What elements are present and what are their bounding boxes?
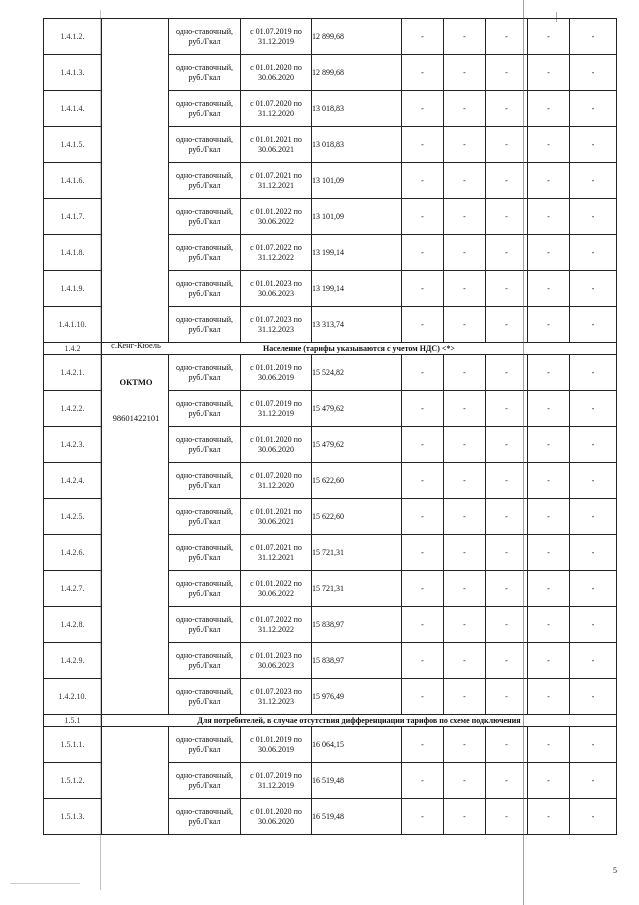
row-unit: одно-ставочный, руб./Гкал [169,271,241,307]
row-unit: одно-ставочный, руб./Гкал [169,727,241,763]
row-unit: одно-ставочный, руб./Гкал [169,19,241,55]
row-period: с 01.01.2023 по 30.06.2023 [241,643,312,679]
dash-cell: - [444,271,486,307]
dash-cell: - [570,679,617,715]
row-unit: одно-ставочный, руб./Гкал [169,499,241,535]
row-value: 12 899,68 [312,19,402,55]
dash-cell: - [570,499,617,535]
row-unit: одно-ставочный, руб./Гкал [169,571,241,607]
row-period: с 01.07.2022 по 31.12.2022 [241,235,312,271]
scan-artifact-line [523,0,524,905]
row-period: с 01.07.2020 по 31.12.2020 [241,463,312,499]
row-value: 15 721,31 [312,571,402,607]
dash-cell: - [528,19,570,55]
row-unit: одно-ставочный, руб./Гкал [169,163,241,199]
dash-cell: - [486,727,528,763]
row-code: 1.4.2.8. [44,607,102,643]
dash-cell: - [528,127,570,163]
row-value: 16 519,48 [312,763,402,799]
row-code: 1.4.2.10. [44,679,102,715]
dash-cell: - [444,607,486,643]
dash-cell: - [528,679,570,715]
dash-cell: - [486,19,528,55]
row-code: 1.4.2.3. [44,427,102,463]
dash-cell: - [486,499,528,535]
dash-cell: - [570,307,617,343]
row-period: с 01.07.2022 по 31.12.2022 [241,607,312,643]
dash-cell: - [444,679,486,715]
dash-cell: - [486,163,528,199]
dash-cell: - [486,427,528,463]
dash-cell: - [402,163,444,199]
dash-cell: - [528,763,570,799]
row-period: с 01.01.2023 по 30.06.2023 [241,271,312,307]
dash-cell: - [486,643,528,679]
dash-cell: - [444,55,486,91]
dash-cell: - [570,19,617,55]
dash-cell: - [402,463,444,499]
dash-cell: - [402,55,444,91]
dash-cell: - [402,391,444,427]
row-unit: одно-ставочный, руб./Гкал [169,607,241,643]
dash-cell: - [528,727,570,763]
dash-cell: - [528,571,570,607]
locality-cell [102,355,169,715]
dash-cell: - [402,307,444,343]
dash-cell: - [570,427,617,463]
dash-cell: - [528,271,570,307]
dash-cell: - [444,355,486,391]
dash-cell: - [402,91,444,127]
scan-artifact-line [10,883,80,884]
dash-cell: - [528,55,570,91]
row-unit: одно-ставочный, руб./Гкал [169,799,241,835]
dash-cell: - [570,799,617,835]
row-value: 15 479,62 [312,391,402,427]
dash-cell: - [528,643,570,679]
row-value: 13 199,14 [312,271,402,307]
dash-cell: - [444,127,486,163]
row-period: с 01.01.2022 по 30.06.2022 [241,571,312,607]
dash-cell: - [528,427,570,463]
dash-cell: - [402,271,444,307]
dash-cell: - [570,235,617,271]
section-row-consumers [44,715,617,727]
dash-cell: - [444,727,486,763]
row-unit: одно-ставочный, руб./Гкал [169,643,241,679]
row-value: 12 899,68 [312,55,402,91]
row-value: 13 101,09 [312,199,402,235]
dash-cell: - [486,679,528,715]
row-value: 15 838,97 [312,643,402,679]
dash-cell: - [570,607,617,643]
row-value: 15 479,62 [312,427,402,463]
row-value: 13 101,09 [312,163,402,199]
dash-cell: - [444,643,486,679]
row-value: 13 313,74 [312,307,402,343]
row-period: с 01.07.2020 по 31.12.2020 [241,91,312,127]
dash-cell: - [486,307,528,343]
dash-cell: - [486,535,528,571]
dash-cell: - [444,499,486,535]
dash-cell: - [486,199,528,235]
row-unit: одно-ставочный, руб./Гкал [169,679,241,715]
row-code: 1.4.2.9. [44,643,102,679]
row-code: 1.4.1.5. [44,127,102,163]
row-code: 1.4.1.3. [44,55,102,91]
dash-cell: - [528,499,570,535]
locality-cell [102,727,169,835]
dash-cell: - [528,307,570,343]
row-unit: одно-ставочный, руб./Гкал [169,463,241,499]
row-value: 13 018,83 [312,127,402,163]
row-value: 15 524,82 [312,355,402,391]
dash-cell: - [444,307,486,343]
dash-cell: - [486,127,528,163]
dash-cell: - [444,427,486,463]
row-code: 1.5.1.1. [44,727,102,763]
row-unit: одно-ставочный, руб./Гкал [169,427,241,463]
row-code: 1.4.1.6. [44,163,102,199]
dash-cell: - [570,535,617,571]
row-code: 1.4.1.4. [44,91,102,127]
dash-cell: - [570,763,617,799]
row-period: с 01.01.2019 по 30.06.2019 [241,727,312,763]
dash-cell: - [444,535,486,571]
dash-cell: - [570,163,617,199]
dash-cell: - [402,535,444,571]
oktmo-label: ОКТМО [119,377,153,387]
row-period: с 01.01.2020 по 30.06.2020 [241,799,312,835]
tariff-table-body [44,19,617,835]
row-code: 1.4.2.2. [44,391,102,427]
section-code: 1.4.2 [44,343,102,355]
row-period: с 01.01.2020 по 30.06.2020 [241,55,312,91]
dash-cell: - [570,727,617,763]
locality-cell [102,19,169,343]
row-code: 1.4.1.8. [44,235,102,271]
dash-cell: - [486,55,528,91]
row-unit: одно-ставочный, руб./Гкал [169,127,241,163]
oktmo-code: 98601422101 [112,413,160,423]
section-code: 1.5.1 [44,715,102,727]
row-period: с 01.07.2023 по 31.12.2023 [241,307,312,343]
table-row [44,727,617,763]
dash-cell: - [486,463,528,499]
row-period: с 01.07.2019 по 31.12.2019 [241,763,312,799]
dash-cell: - [570,127,617,163]
dash-cell: - [486,271,528,307]
dash-cell: - [444,763,486,799]
dash-cell: - [528,607,570,643]
dash-cell: - [528,199,570,235]
dash-cell: - [570,391,617,427]
dash-cell: - [444,799,486,835]
row-unit: одно-ставочный, руб./Гкал [169,235,241,271]
row-unit: одно-ставочный, руб./Гкал [169,55,241,91]
dash-cell: - [486,235,528,271]
row-code: 1.5.1.2. [44,763,102,799]
dash-cell: - [570,199,617,235]
dash-cell: - [528,463,570,499]
row-value: 13 199,14 [312,235,402,271]
row-unit: одно-ставочный, руб./Гкал [169,355,241,391]
dash-cell: - [570,271,617,307]
row-value: 15 622,60 [312,499,402,535]
dash-cell: - [402,763,444,799]
dash-cell: - [402,235,444,271]
row-period: с 01.01.2020 по 30.06.2020 [241,427,312,463]
dash-cell: - [486,391,528,427]
row-value: 15 838,97 [312,607,402,643]
row-unit: одно-ставочный, руб./Гкал [169,535,241,571]
row-code: 1.4.1.2. [44,19,102,55]
table-row [44,19,617,55]
page-number: 5 [613,866,617,875]
row-period: с 01.01.2022 по 30.06.2022 [241,199,312,235]
dash-cell: - [570,91,617,127]
dash-cell: - [402,571,444,607]
row-code: 1.4.2.5. [44,499,102,535]
section-header: Население (тарифы указываются с учетом НДС) <*> [102,343,617,355]
dash-cell: - [486,763,528,799]
row-period: с 01.01.2019 по 30.06.2019 [241,355,312,391]
dash-cell: - [444,19,486,55]
row-code: 1.4.1.7. [44,199,102,235]
dash-cell: - [402,607,444,643]
dash-cell: - [528,163,570,199]
row-unit: одно-ставочный, руб./Гкал [169,391,241,427]
row-code: 1.4.1.10. [44,307,102,343]
row-period: с 01.07.2019 по 31.12.2019 [241,391,312,427]
dash-cell: - [402,727,444,763]
scan-artifact-line [100,10,101,890]
row-code: 1.5.1.3. [44,799,102,835]
dash-cell: - [570,463,617,499]
dash-cell: - [528,235,570,271]
row-period: с 01.01.2021 по 30.06.2021 [241,499,312,535]
row-code: 1.4.1.9. [44,271,102,307]
dash-cell: - [570,643,617,679]
row-code: 1.4.2.4. [44,463,102,499]
dash-cell: - [570,55,617,91]
tariff-table [43,18,617,835]
dash-cell: - [528,355,570,391]
dash-cell: - [444,163,486,199]
dash-cell: - [402,355,444,391]
dash-cell: - [486,355,528,391]
dash-cell: - [402,799,444,835]
dash-cell: - [444,391,486,427]
row-period: с 01.07.2023 по 31.12.2023 [241,679,312,715]
dash-cell: - [528,799,570,835]
row-value: 15 721,31 [312,535,402,571]
row-unit: одно-ставочный, руб./Гкал [169,91,241,127]
dash-cell: - [402,19,444,55]
dash-cell: - [528,391,570,427]
row-period: с 01.07.2021 по 31.12.2021 [241,535,312,571]
dash-cell: - [528,91,570,127]
dash-cell: - [570,355,617,391]
row-code: 1.4.2.1. [44,355,102,391]
dash-cell: - [402,427,444,463]
row-value: 15 976,49 [312,679,402,715]
dash-cell: - [402,499,444,535]
dash-cell: - [486,607,528,643]
row-unit: одно-ставочный, руб./Гкал [169,307,241,343]
dash-cell: - [486,571,528,607]
row-unit: одно-ставочный, руб./Гкал [169,763,241,799]
dash-cell: - [528,535,570,571]
row-value: 13 018,83 [312,91,402,127]
dash-cell: - [402,643,444,679]
row-value: 16 064,15 [312,727,402,763]
dash-cell: - [444,91,486,127]
row-code: 1.4.2.6. [44,535,102,571]
row-period: с 01.07.2019 по 31.12.2019 [241,19,312,55]
dash-cell: - [444,199,486,235]
row-value: 15 622,60 [312,463,402,499]
dash-cell: - [444,571,486,607]
dash-cell: - [486,91,528,127]
row-code: 1.4.2.7. [44,571,102,607]
row-period: с 01.01.2021 по 30.06.2021 [241,127,312,163]
dash-cell: - [486,799,528,835]
section-header: Для потребителей, в случае отсутствия дифференциации тарифов по схеме подключения [102,715,617,727]
row-unit: одно-ставочный, руб./Гкал [169,199,241,235]
dash-cell: - [402,679,444,715]
dash-cell: - [402,127,444,163]
row-value: 16 519,48 [312,799,402,835]
dash-cell: - [570,571,617,607]
locality-label: с.Кенг-Кюель [111,340,161,350]
scan-artifact-line [556,12,557,22]
dash-cell: - [402,199,444,235]
row-period: с 01.07.2021 по 31.12.2021 [241,163,312,199]
dash-cell: - [444,235,486,271]
dash-cell: - [444,463,486,499]
